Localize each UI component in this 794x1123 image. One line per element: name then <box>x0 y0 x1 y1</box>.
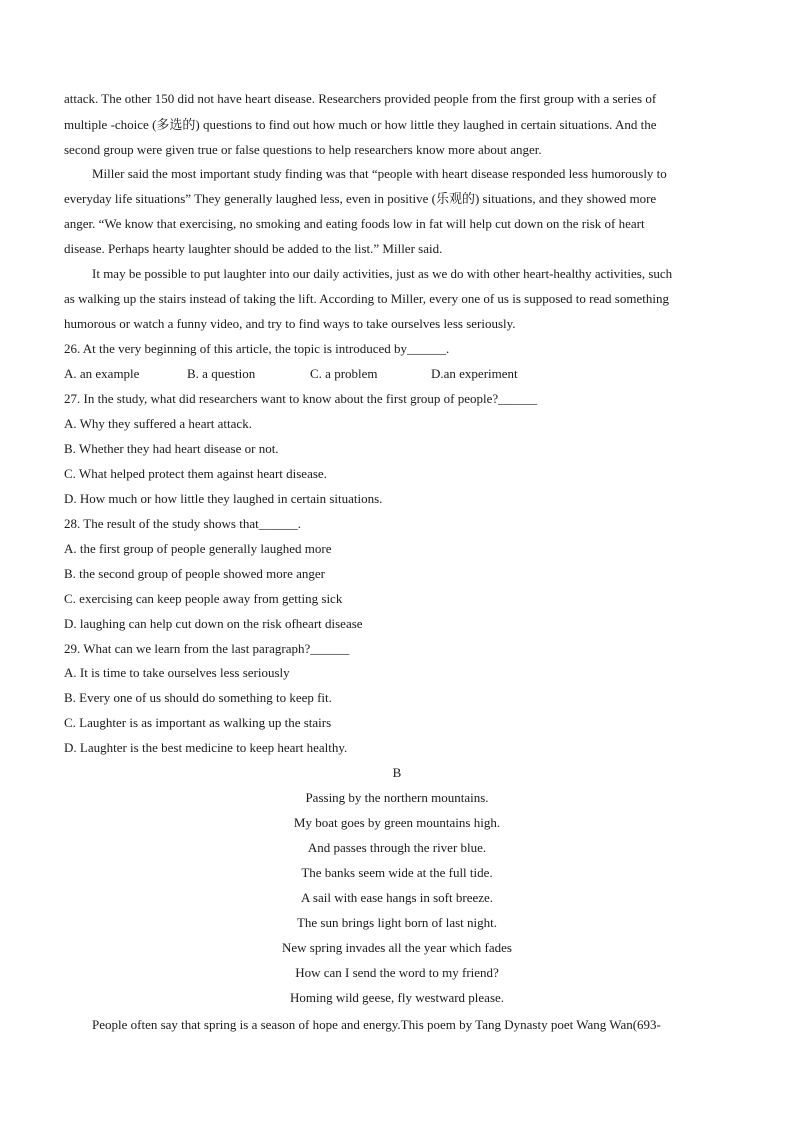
poem-line: And passes through the river blue. <box>307 840 487 855</box>
question-stem: 27. In the study, what did researchers want to know about the first group of people?______ <box>64 391 538 406</box>
answer-option: C. Laughter is as important as walking up the stairs <box>64 715 332 730</box>
passage-line: disease. Perhaps hearty laughter should be added to the list.” Miller said. <box>64 241 443 256</box>
passage-line: as walking up the stairs instead of taking the lift. According to Miller, every one of us is supposed to read something <box>64 291 669 306</box>
poem-line: Homing wild geese, fly westward please. <box>289 990 505 1005</box>
answer-option: C. exercising can keep people away from getting sick <box>64 591 343 606</box>
passage-line: attack. The other 150 did not have heart disease. Researchers provided people from the first group with a series of <box>64 91 657 106</box>
answer-option: A. the first group of people generally laughed more <box>64 541 332 556</box>
answer-option: D.an experiment <box>431 366 518 381</box>
poem-line: The banks seem wide at the full tide. <box>301 865 493 880</box>
question-stem: 28. The result of the study shows that______. <box>64 516 301 531</box>
answer-option: D. laughing can help cut down on the risk ofheart disease <box>64 616 363 631</box>
passage-line: People often say that spring is a season of hope and energy.This poem by Tang Dynasty poet Wang Wan(693- <box>92 1017 661 1032</box>
poem-line: New spring invades all the year which fades <box>282 940 512 955</box>
answer-option: B. a question <box>187 366 256 381</box>
answer-option: D. Laughter is the best medicine to keep heart healthy. <box>64 740 348 755</box>
answer-option: A. an example <box>64 366 140 381</box>
poem-line: My boat goes by green mountains high. <box>293 815 501 830</box>
section-heading: B <box>392 765 402 780</box>
answer-option: A. Why they suffered a heart attack. <box>64 416 252 431</box>
answer-option: B. the second group of people showed more anger <box>64 566 326 581</box>
passage-line: multiple -choice (多选的) questions to find out how much or how little they laughed in certain situations. And the <box>64 117 657 132</box>
answer-option: C. a problem <box>310 366 378 381</box>
question-stem: 26. At the very beginning of this article, the topic is introduced by______. <box>64 341 450 356</box>
question-stem: 29. What can we learn from the last paragraph?______ <box>64 641 350 656</box>
answer-option: D. How much or how little they laughed in certain situations. <box>64 491 383 506</box>
passage-line: second group were given true or false questions to help researchers know more about anger. <box>64 142 542 157</box>
passage-line: It may be possible to put laughter into our daily activities, just as we do with other heart-healthy activities, such <box>92 266 673 281</box>
answer-option: B. Whether they had heart disease or not. <box>64 441 279 456</box>
passage-line: Miller said the most important study finding was that “people with heart disease responded less humorously to <box>92 166 667 181</box>
passage-line: everyday life situations” They generally laughed less, even in positive (乐观的) situations, and they showed more <box>64 191 657 206</box>
answer-option: B. Every one of us should do something to keep fit. <box>64 690 332 705</box>
poem-line: A sail with ease hangs in soft breeze. <box>300 890 494 905</box>
answer-option: A. It is time to take ourselves less seriously <box>64 665 290 680</box>
passage-line: humorous or watch a funny video, and try to find ways to take ourselves less seriously. <box>64 316 516 331</box>
passage-line: anger. “We know that exercising, no smoking and eating foods low in fat will help cut down on the risk of heart <box>64 216 645 231</box>
poem-line: How can I send the word to my friend? <box>295 965 499 980</box>
poem-line: The sun brings light born of last night. <box>296 915 498 930</box>
answer-option: C. What helped protect them against heart disease. <box>64 466 327 481</box>
poem-line: Passing by the northern mountains. <box>305 790 489 805</box>
